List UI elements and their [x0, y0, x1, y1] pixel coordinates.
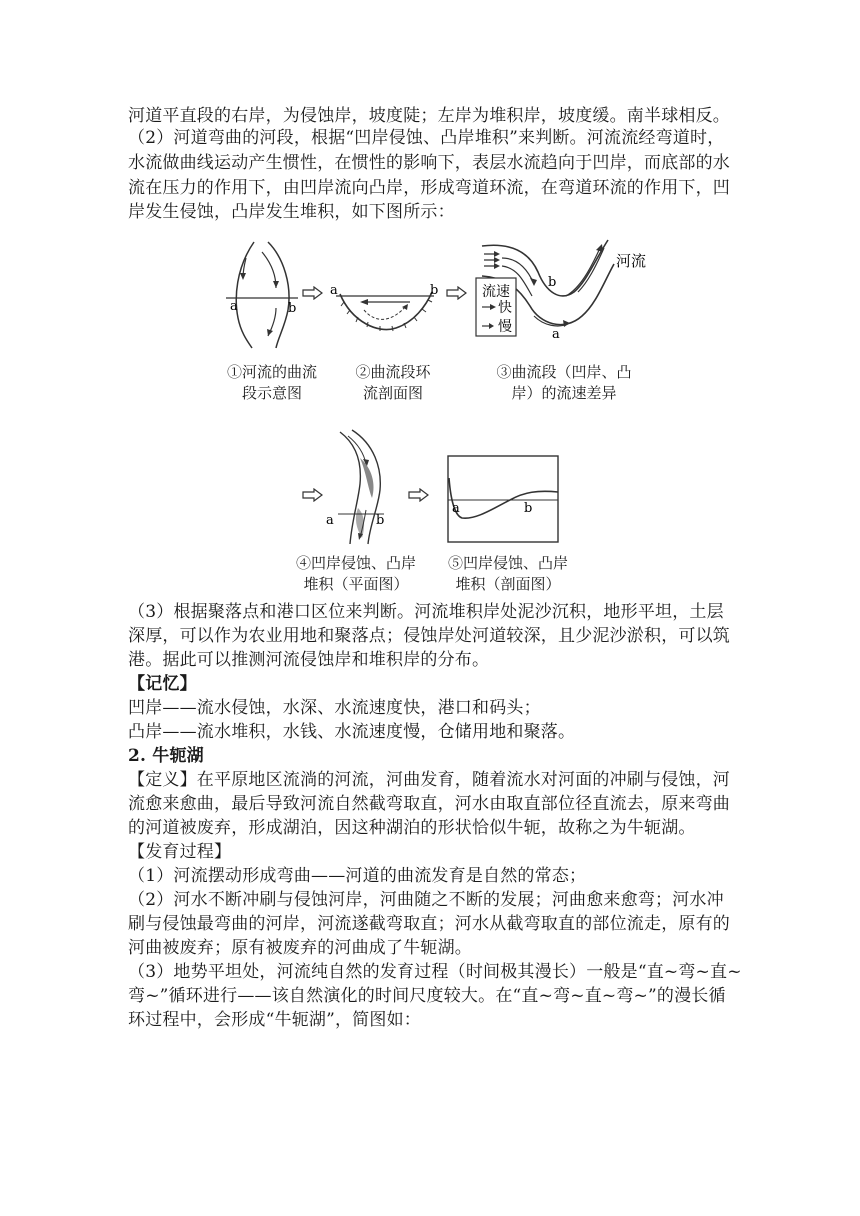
figure-caption: 堆积（平面图）	[303, 575, 409, 593]
figure-caption: 堆积（剖面图）	[455, 575, 561, 593]
text-line: 刷与侵蚀最弯曲的河岸，河流遂截弯取直；河水从截弯取直的部位流走，原有的	[128, 914, 730, 934]
figure-caption: 段示意图	[241, 384, 302, 402]
label-a: a	[330, 283, 338, 298]
river-label: 河流	[616, 252, 647, 270]
label-a: a	[552, 327, 560, 342]
text-line: 河道平直段的右岸，为侵蚀岸，坡度陡；左岸为堆积岸，坡度缓。南半球相反。	[128, 106, 730, 126]
label-b: b	[548, 275, 557, 290]
arrow-right-icon	[302, 286, 324, 300]
text-line: （1）河流摆动形成弯曲——河道的曲流发育是自然的常态；	[128, 866, 587, 886]
erosion-deposition-section-diagram	[446, 454, 562, 544]
figure-caption: ②曲流段环	[355, 363, 431, 381]
figure-caption: ④凹岸侵蚀、凸岸	[295, 554, 416, 572]
arrow-right-icon	[408, 488, 430, 502]
text-line: 凸岸——流水堆积，水钱、水流速度慢，仓储用地和聚落。	[128, 722, 576, 742]
arrow-right-icon	[446, 286, 468, 300]
erosion-deposition-plan-diagram	[326, 428, 396, 546]
meander-plan-diagram	[226, 238, 302, 350]
figure-caption: ⑤凹岸侵蚀、凸岸	[447, 554, 568, 572]
text-line: 深厚，可以作为农业用地和聚落点；侵蚀岸处河道较深，且少泥沙淤积，可以筑	[128, 626, 730, 646]
velocity-box-title: 流速	[482, 284, 510, 300]
text-line: （2）河道弯曲的河段，根据“凹岸侵蚀、凸岸堆积”来判断。河流流经弯道时，	[128, 128, 725, 148]
label-b: b	[430, 283, 439, 298]
text-line: 凹岸——流水侵蚀，水深、水流速度快，港口和码头；	[128, 698, 541, 718]
text-line: 弯~”循环进行——该自然演化的时间尺度较大。在“直~弯~直~弯~”的漫长循	[128, 986, 726, 1006]
label-a: a	[452, 501, 460, 516]
label-a: a	[230, 299, 238, 314]
label-b: b	[376, 513, 385, 528]
text-line: （3）地势平坦处，河流纯自然的发育过程（时间极其漫长）一般是“直~弯~直~	[128, 962, 742, 982]
text-line: 流愈来愈曲，最后导致河流自然截弯取直，河水由取直部位径直流去，原来弯曲	[128, 794, 730, 814]
text-line: 河曲被废弃；原有被废弃的河曲成了牛轭湖。	[128, 938, 472, 958]
figure-caption: 流剖面图	[362, 384, 423, 402]
text-line: 的河道被废弃，形成湖泊，因这种湖泊的形状恰似牛轭，故称之为牛轭湖。	[128, 818, 696, 838]
section-heading: 2. 牛轭湖	[128, 746, 204, 766]
figure-caption: ①河流的曲流	[226, 363, 317, 381]
meander-velocity-diagram	[474, 232, 660, 342]
text-line: 水流做曲线运动产生惯性，在惯性的影响下，表层水流趋向于凹岸，而底部的水	[128, 153, 730, 173]
meander-cross-section-diagram	[330, 282, 442, 342]
arrow-right-icon	[302, 488, 324, 502]
label-b: b	[524, 501, 533, 516]
text-line: （3）根据聚落点和港口区位来判断。河流堆积岸处泥沙沉积，地形平坦，土层	[128, 602, 724, 622]
velocity-slow-label: 慢	[498, 319, 512, 335]
velocity-fast-label: 快	[498, 300, 512, 316]
section-heading: 【记忆】	[128, 674, 197, 694]
label-a: a	[326, 513, 334, 528]
text-line: 港。据此可以推测河流侵蚀岸和堆积岸的分布。	[128, 650, 490, 670]
label-b: b	[288, 301, 297, 316]
text-line: 流在压力的作用下，由凹岸流向凸岸，形成弯道环流，在弯道环流的作用下，凹	[128, 178, 730, 198]
text-line: 【定义】在平原地区流淌的河流，河曲发育，随着流水对河面的冲刷与侵蚀，河	[128, 770, 730, 790]
figure-caption: 岸）的流速差异	[511, 384, 617, 402]
text-line: （2）河水不断冲刷与侵蚀河岸，河曲随之不断的发展；河曲愈来愈弯；河水冲	[128, 890, 724, 910]
text-line: 岸发生侵蚀，凸岸发生堆积，如下图所示：	[128, 202, 455, 222]
text-line: 环过程中，会形成“牛轭湖”，简图如：	[128, 1010, 421, 1030]
section-heading: 【发育过程】	[128, 842, 232, 862]
figure-caption: ③曲流段（凹岸、凸	[496, 363, 632, 381]
